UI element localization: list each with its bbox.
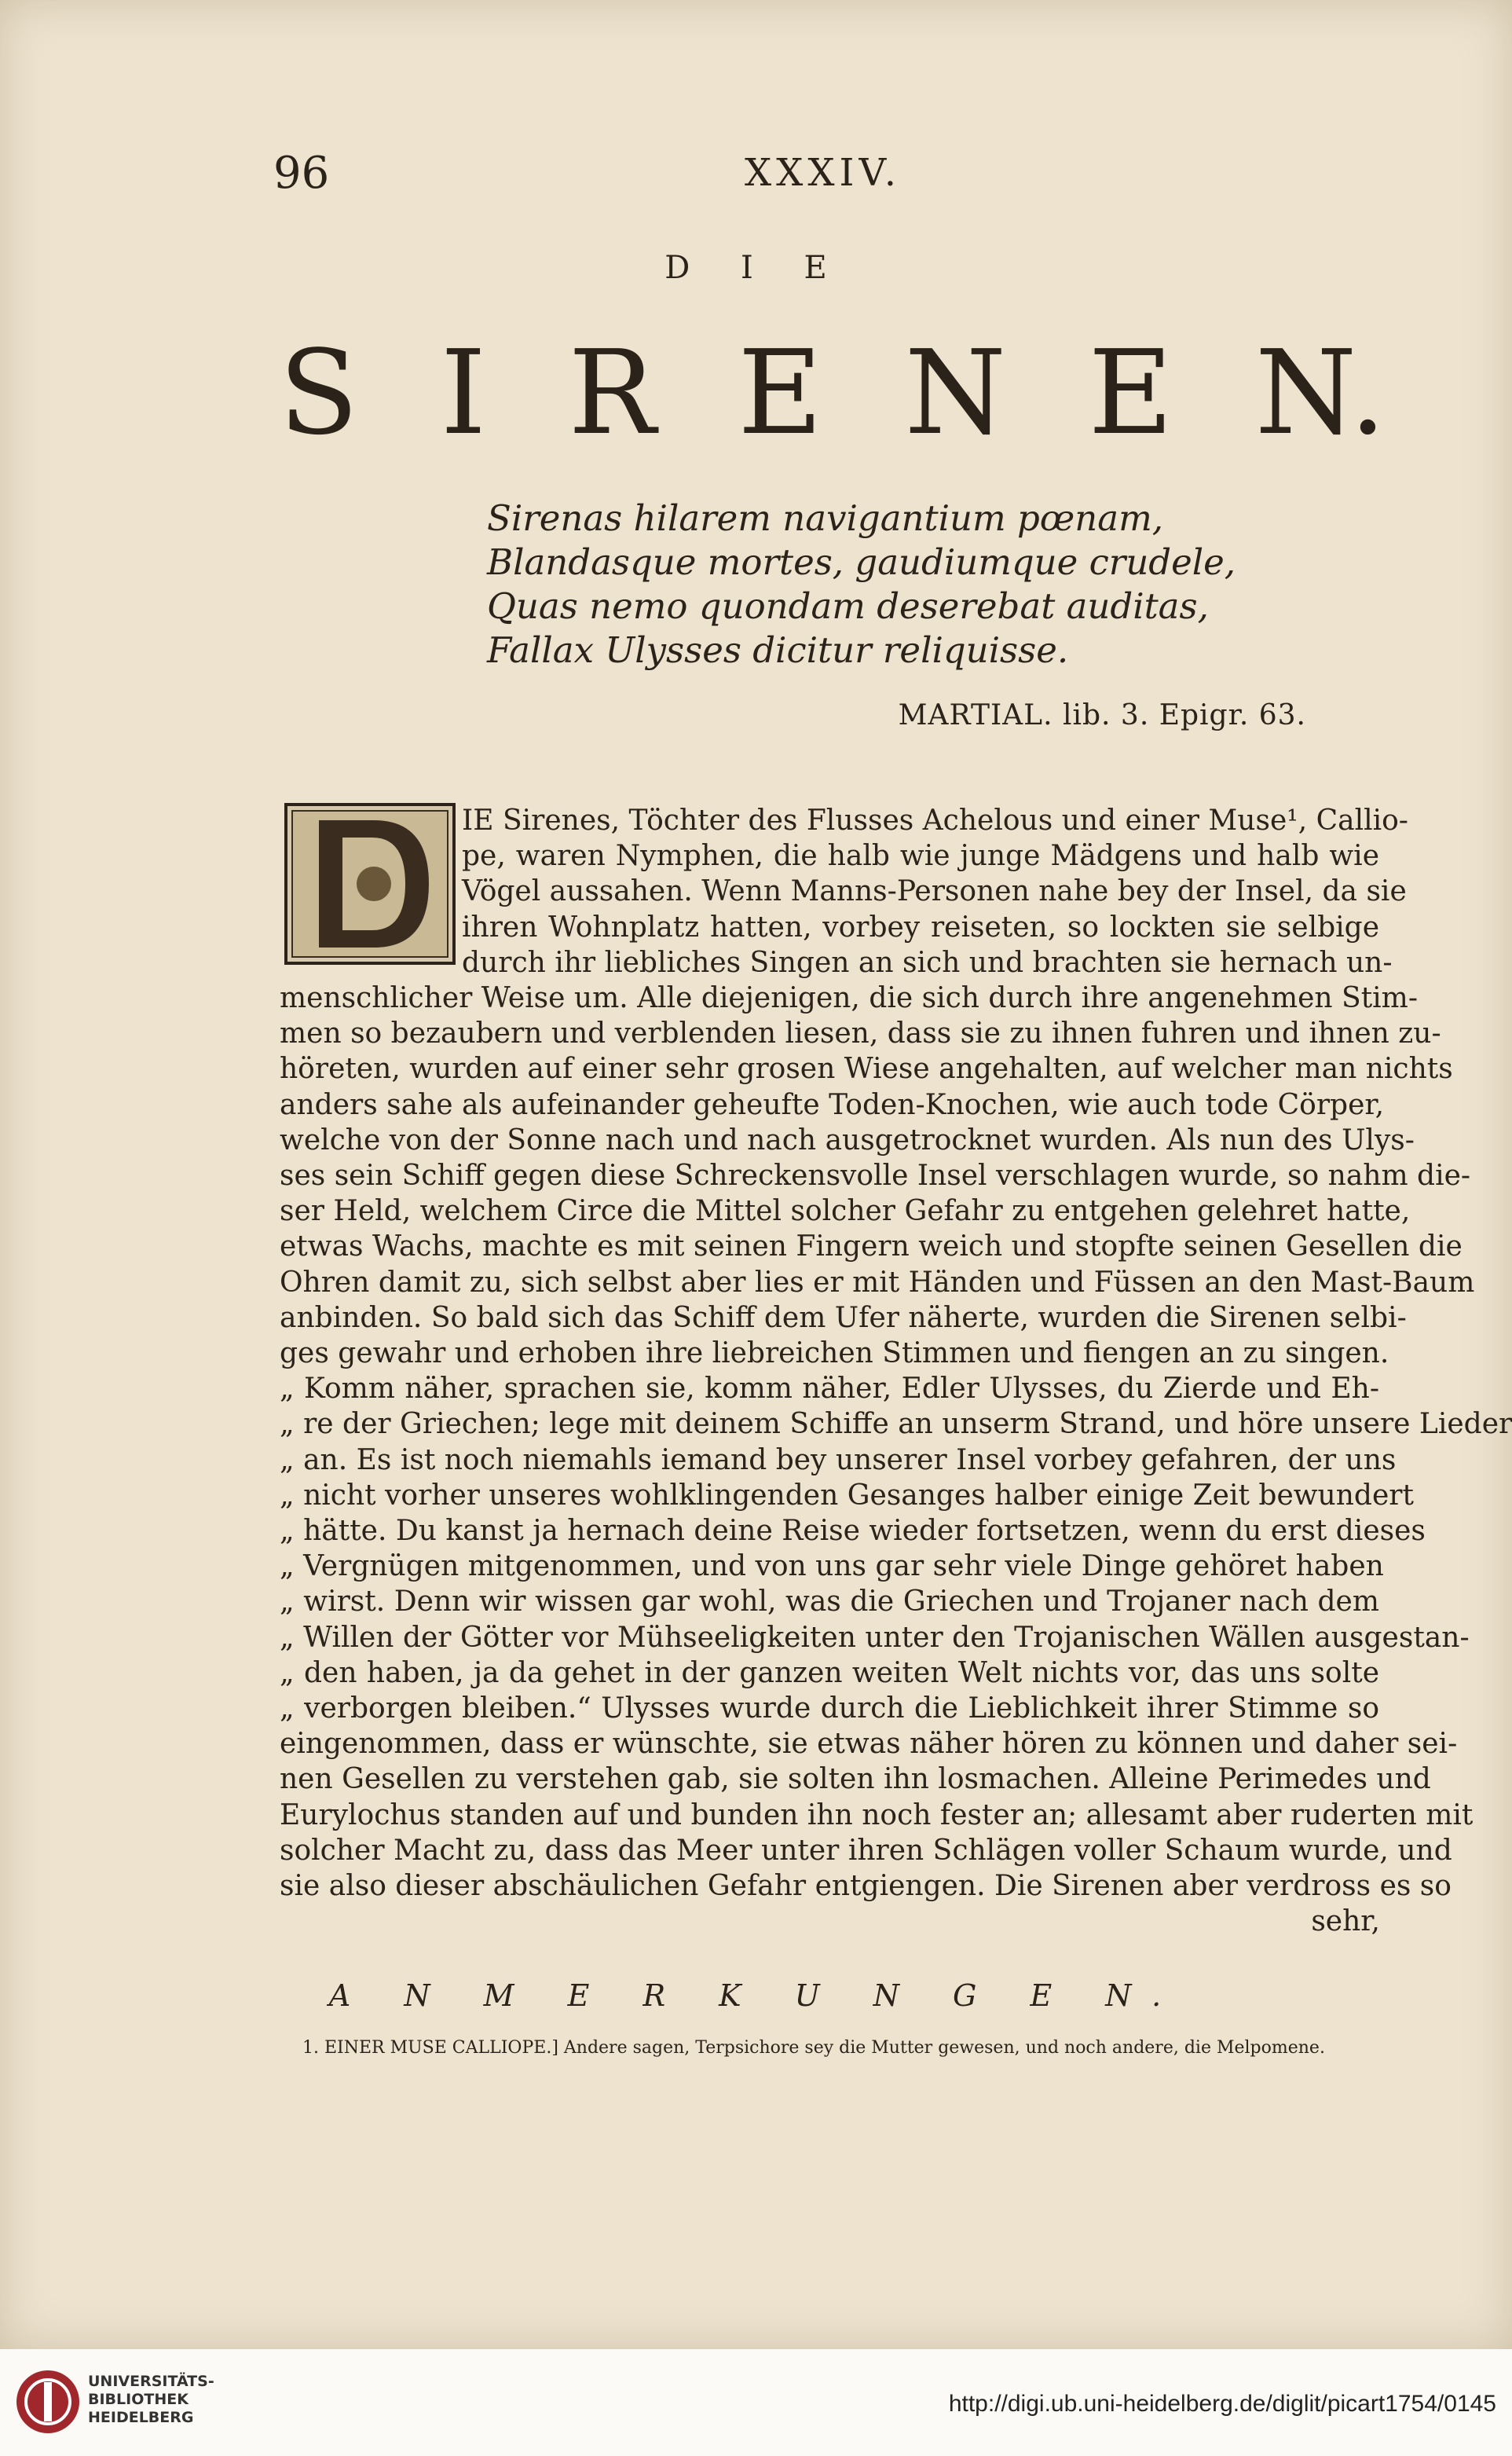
body-line: menschlicher Weise um. Alle diejenigen, die sich durch ihre angenehmen Stim- — [280, 982, 1418, 1015]
body-line: „ verborgen bleiben.“ Ulysses wurde durch die Lieblichkeit ihrer Stimme so — [280, 1692, 1379, 1725]
body-line: solcher Macht zu, dass das Meer unter ihren Schlägen voller Schaum wurde, und — [280, 1834, 1452, 1867]
body-line: sie also dieser abschäulichen Gefahr entgiengen. Die Sirenen aber verdross es so — [280, 1870, 1452, 1903]
body-line: ses sein Schiff gegen diese Schreckensvolle Insel verschlagen wurde, so nahm die- — [280, 1160, 1471, 1193]
body-line: „ hätte. Du kanst ja hernach deine Reise wieder fortsetzen, wenn du erst dieses — [280, 1515, 1426, 1548]
poem-line: Sirenas hilarem navigantium pœnam, — [487, 497, 1164, 539]
notes-heading: A N M E R K U N G E N. — [328, 1978, 1184, 2013]
title-article: D I E — [664, 250, 848, 286]
title-letter: N — [904, 325, 1007, 460]
body-text — [280, 803, 1512, 1904]
body-line: ges gewahr und erhoben ihre liebreichen Stimmen und fiengen an zu singen. — [280, 1337, 1389, 1370]
title-letter: E — [1088, 325, 1173, 460]
body-line: nen Gesellen zu verstehen gab, sie solten ihn losmachen. Alleine Perimedes und — [280, 1763, 1431, 1796]
body-line: „ re der Griechen; lege mit deinem Schiffe an unserm Strand, und höre unsere Lieder — [280, 1408, 1512, 1441]
body-line: anbinden. So bald sich das Schiff dem Ufer näherte, wurden die Sirenen selbi- — [280, 1301, 1407, 1334]
body-line: men so bezaubern und verblenden liesen, dass sie zu ihnen fuhren und ihnen zu- — [280, 1017, 1441, 1050]
body-line: „ Willen der Götter vor Mühseeligkeiten unter den Trojanischen Wällen ausgestan- — [280, 1621, 1470, 1654]
chapter-title — [279, 325, 1386, 460]
body-line: Vögel aussahen. Wenn Manns-Personen nahe bey der Insel, da sie — [462, 875, 1407, 908]
body-line: „ an. Es ist noch niemahls iemand bey unserer Insel vorbey gefahren, der uns — [280, 1443, 1397, 1476]
body-line: IE Sirenes, Töchter des Flusses Achelous und einer Muse¹, Callio- — [462, 805, 1408, 837]
poem-line: Blandasque mortes, gaudiumque crudele, — [487, 541, 1236, 583]
body-line: „ wirst. Denn wir wissen gar wohl, was die Griechen und Trojaner nach dem — [280, 1585, 1379, 1618]
body-line: „ Vergnügen mitgenommen, und von uns gar sehr viele Dinge gehöret haben — [280, 1550, 1384, 1583]
body-line: Eurylochus standen auf und bunden ihn noch fester an; allesamt aber ruderten mit — [280, 1798, 1474, 1831]
library-seal-icon — [14, 2368, 82, 2436]
title-letter: I — [440, 325, 487, 460]
body-line: Ohren damit zu, sich selbst aber lies er mit Händen und Füssen an den Mast-Baum — [280, 1266, 1475, 1299]
title-letter: E — [738, 325, 823, 460]
source-url-link[interactable]: http://digi.ub.uni-heidelberg.de/diglit/picart1754/0145 — [948, 2391, 1496, 2417]
poem-line: Fallax Ulysses dicitur reliquisse. — [487, 629, 1069, 671]
epigraph-poem — [487, 497, 1236, 673]
body-line: „ den haben, ja da gehet in der ganzen weiten Welt nichts vor, das uns solte — [280, 1656, 1379, 1689]
body-line: „ Komm näher, sprachen sie, komm näher, Edler Ulysses, du Zierde und Eh- — [280, 1373, 1379, 1406]
chapter-number: XXXIV. — [745, 151, 902, 195]
library-name: UNIVERSITÄTS- BIBLIOTHEK HEIDELBERG — [88, 2373, 214, 2426]
body-line: höreten, wurden auf einer sehr grosen Wiese angehalten, auf welcher man nichts — [280, 1053, 1453, 1086]
title-letter: R — [568, 325, 656, 460]
page-number: 96 — [273, 148, 330, 199]
body-line: ser Held, welchem Circe die Mittel solcher Gefahr zu entgehen gelehret hatte, — [280, 1195, 1411, 1228]
epigraph-citation: MARTIAL. lib. 3. Epigr. 63. — [898, 699, 1306, 731]
body-line: eingenommen, dass er wünschte, sie etwas näher hören zu können und daher sei- — [280, 1728, 1458, 1761]
body-line: „ nicht vorher unseres wohlklingenden Gesanges halber einige Zeit bewundert — [280, 1479, 1414, 1512]
footnote: 1. EINER MUSE CALLIOPE.] Andere sagen, Terpsichore sey die Mutter gewesen, und noch andere, die Melpomene. — [302, 2038, 1325, 2058]
body-line: etwas Wachs, machte es mit seinen Fingern weich und stopfte seinen Gesellen die — [280, 1230, 1463, 1263]
body-line: welche von der Sonne nach und nach ausgetrocknet wurden. Als nun des Ulys- — [280, 1124, 1415, 1157]
body-line: ihren Wohnplatz hatten, vorbey reiseten, so lockten sie selbige — [462, 911, 1379, 944]
poem-line: Quas nemo quondam deserebat auditas, — [487, 585, 1209, 627]
title-letter: S — [279, 325, 359, 460]
body-line: pe, waren Nymphen, die halb wie junge Mädgens und halb wie — [462, 840, 1379, 873]
body-line: anders sahe als aufeinander geheufte Toden-Knochen, wie auch tode Cörper, — [280, 1088, 1385, 1121]
catchword: sehr, — [1311, 1905, 1380, 1937]
university-library-logo — [14, 2368, 82, 2436]
title-letter: N. — [1254, 325, 1386, 460]
body-line: durch ihr liebliches Singen an sich und brachten sie hernach un- — [462, 946, 1393, 979]
